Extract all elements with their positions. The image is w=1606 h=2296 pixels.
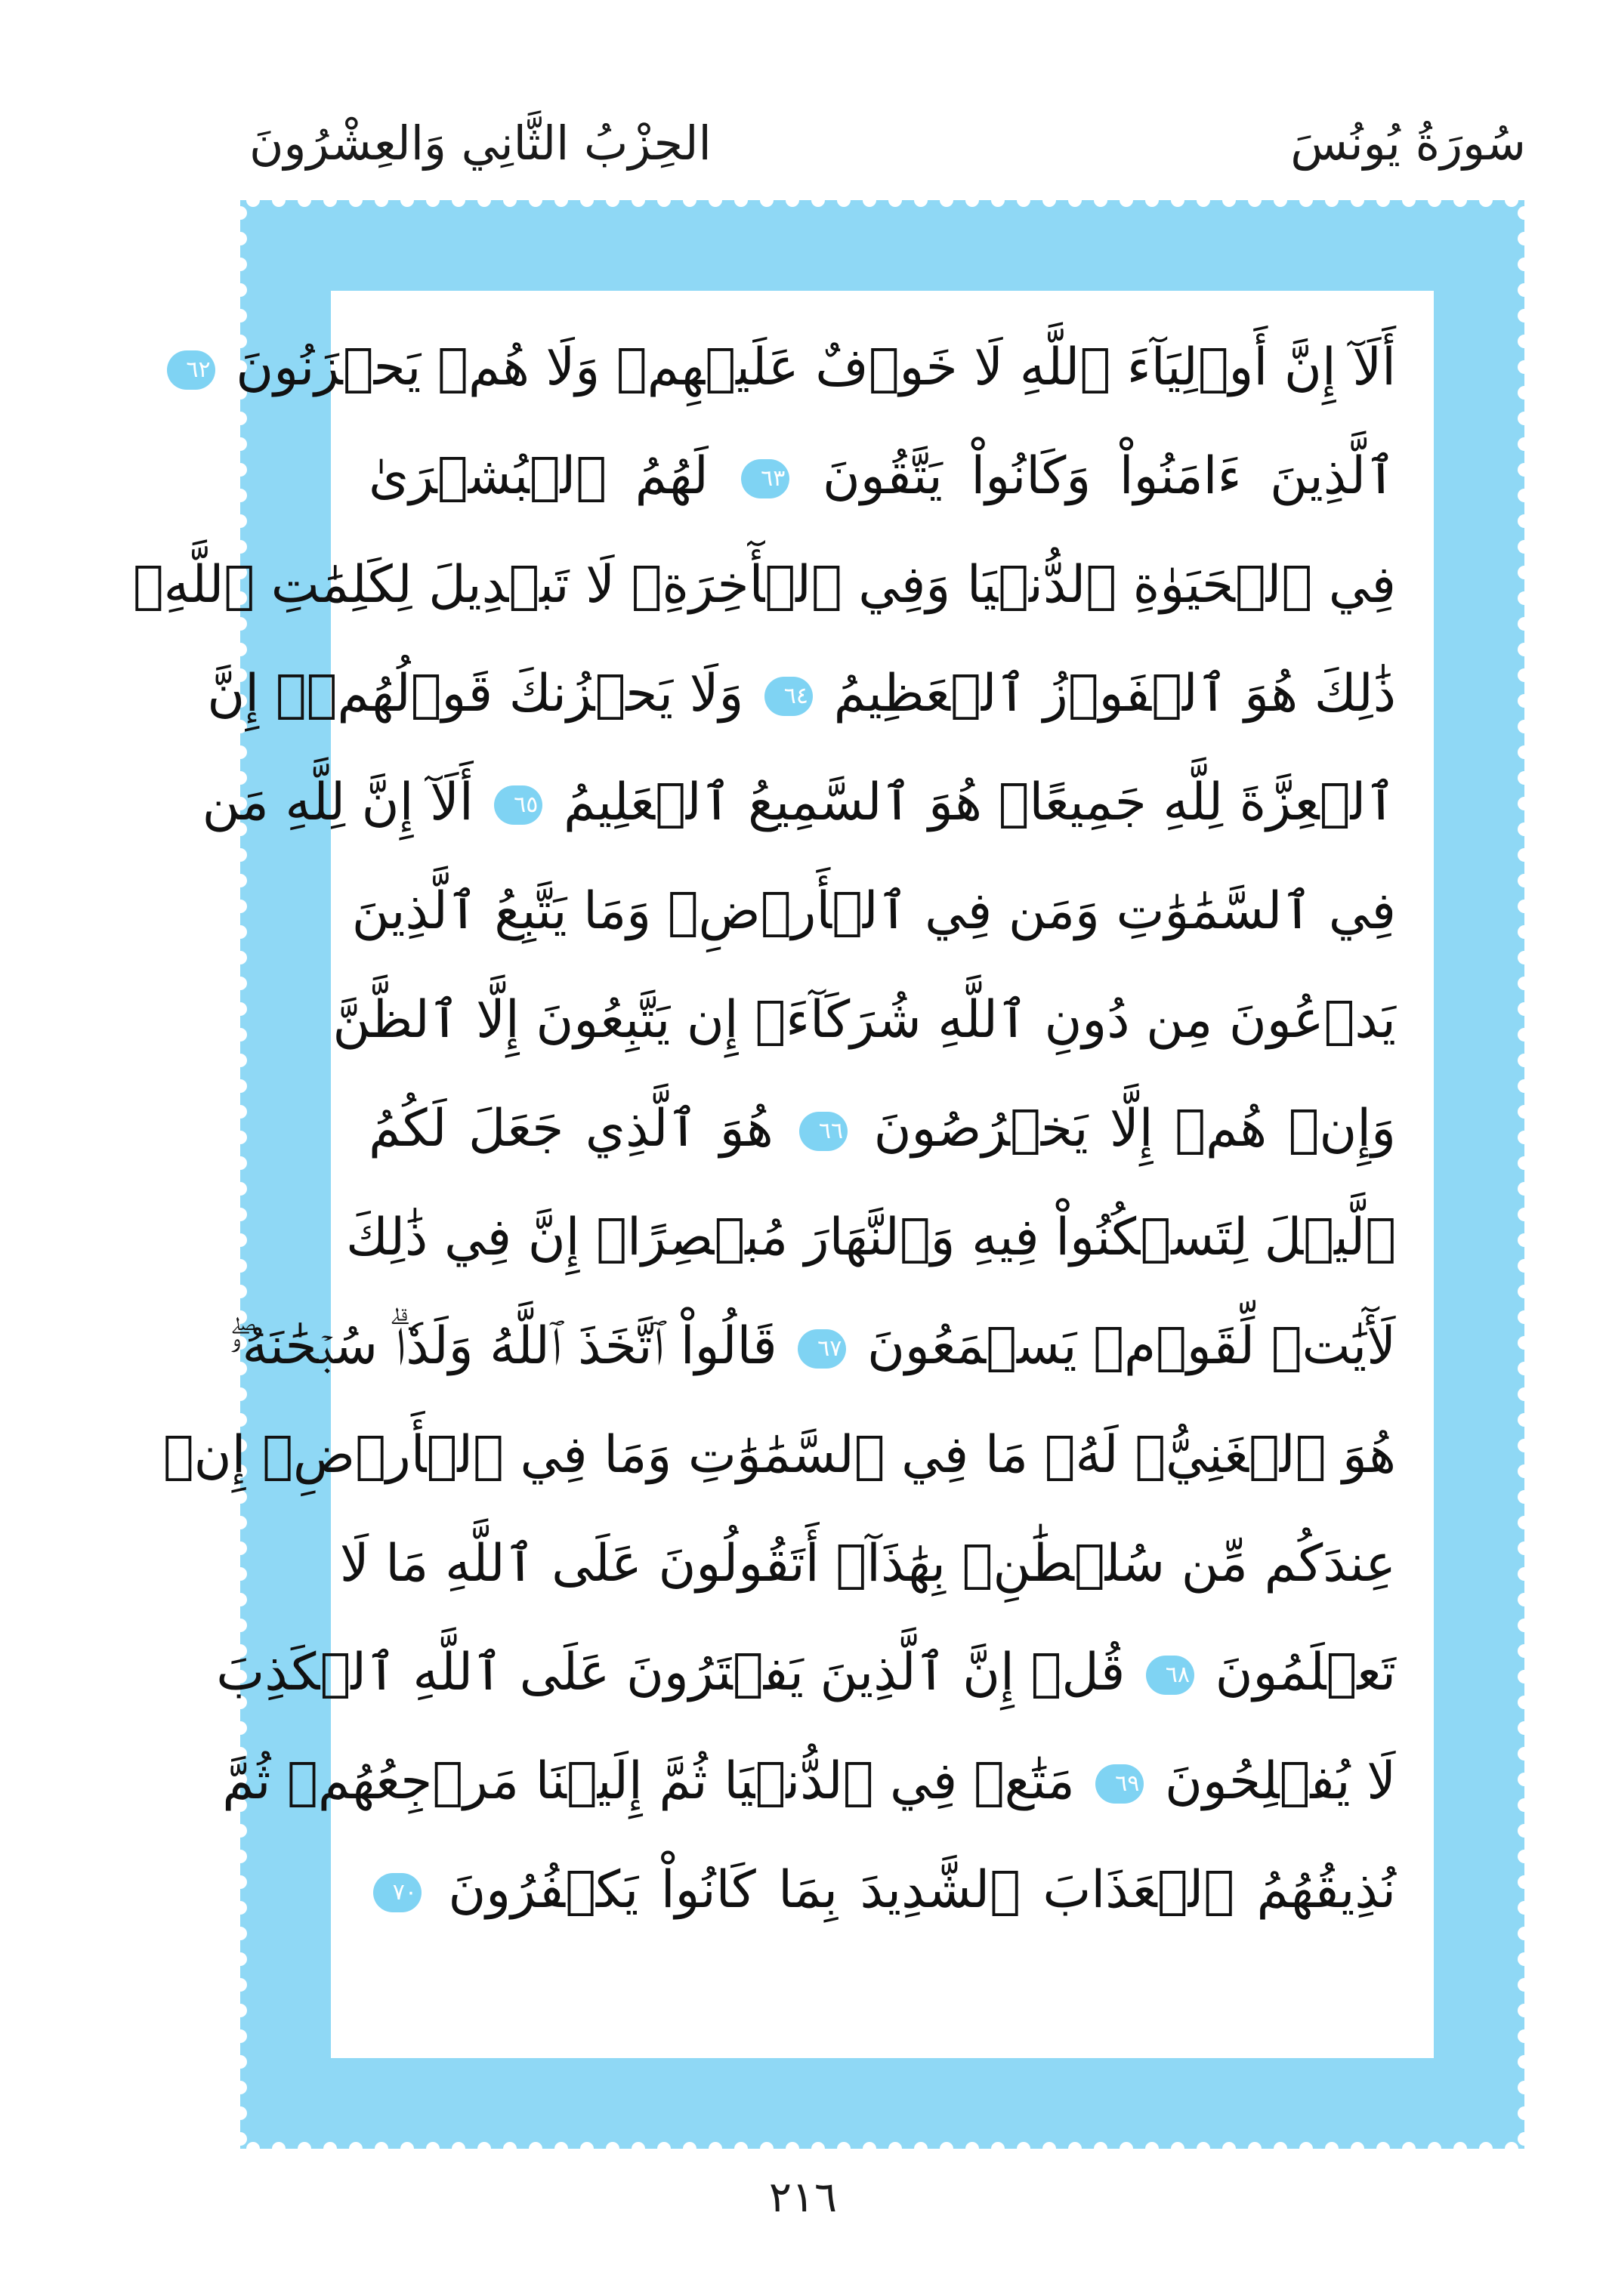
verse-text: نُذِيقُهُمُ ٱلۡعَذَابَ ٱلشَّدِيدَ بِمَا كَانُواْ يَكۡفُرُونَ — [426, 1860, 1396, 1920]
verse-text: هُوَ ٱلَّذِي جَعَلَ لَكُمُ — [369, 1099, 795, 1159]
verse-text: هُوَ ٱلۡغَنِيُّۖ لَهُۥ مَا فِي ٱلسَّمَٰوَٰتِ وَمَا فِي ٱلۡأَرۡضِۚ إِنۡ — [162, 1425, 1396, 1485]
page-number: ٢١٦ — [768, 2173, 838, 2222]
verse-line — [162, 1401, 1396, 1510]
ayah-number-marker: ٦٦ — [799, 1112, 848, 1151]
verse-text: ٱلۡعِزَّةَ لِلَّهِ جَمِيعًاۚ هُوَ ٱلسَّمِيعُ ٱلۡعَلِيمُ — [547, 773, 1396, 832]
page-header — [249, 110, 1526, 177]
verse-line — [132, 531, 1396, 640]
verse-line — [369, 1836, 1396, 1945]
ayah-number-marker: ٧٠ — [373, 1873, 422, 1912]
surah-title: سُورَةُ يُونُسَ — [1290, 116, 1526, 171]
verse-line — [332, 966, 1396, 1075]
verse-text: فِي ٱلۡحَيَوٰةِ ٱلدُّنۡيَا وَفِي ٱلۡأٓخِرَةِۚ لَا تَبۡدِيلَ لِكَلِمَٰتِ ٱللَّهِۚ — [132, 555, 1396, 615]
ayah-number-marker: ٦٤ — [764, 677, 813, 716]
verse-line — [207, 640, 1396, 748]
verse-line — [216, 1619, 1396, 1727]
verse-text: أَلَآ إِنَّ أَوۡلِيَآءَ ٱللَّهِ لَا خَوۡفٌ عَلَيۡهِمۡ وَلَا هُمۡ يَحۡزَنُونَ — [219, 338, 1396, 397]
verse-text: وَلَا يَحۡزُنكَ قَوۡلُهُمۡۘ إِنَّ — [207, 664, 760, 724]
verse-text: ٱلَّذِينَ ءَامَنُواْ وَكَانُواْ يَتَّقُونَ — [794, 446, 1396, 506]
verse-text: مَتَٰعٞ فِي ٱلدُّنۡيَا ثُمَّ إِلَيۡنَا مَرۡجِعُهُمۡ ثُمَّ — [222, 1751, 1092, 1811]
verse-line — [229, 1292, 1396, 1401]
verse-line — [339, 1510, 1396, 1619]
verse-text: قَالُواْ ٱتَّخَذَ ٱللَّهُ وَلَدٗاۗ سُبۡحَٰنَهُۥۖ — [229, 1316, 794, 1376]
ayah-number-marker: ٦٧ — [798, 1329, 846, 1369]
ayah-number-marker: ٦٣ — [741, 459, 789, 498]
verse-text: ذَٰلِكَ هُوَ ٱلۡفَوۡزُ ٱلۡعَظِيمُ — [817, 664, 1396, 724]
verse-line — [346, 1183, 1396, 1292]
verse-text: وَإِنۡ هُمۡ إِلَّا يَخۡرُصُونَ — [852, 1099, 1396, 1159]
ayah-number-marker: ٦٩ — [1095, 1764, 1144, 1804]
hizb-title: الحِزْبُ الثَّانِي وَالعِشْرُونَ — [249, 116, 712, 171]
verse-line — [351, 857, 1396, 966]
verse-text: قُلۡ إِنَّ ٱلَّذِينَ يَفۡتَرُونَ عَلَى ٱللَّهِ ٱلۡكَذِبَ — [216, 1643, 1141, 1702]
verse-text: أَلَآ إِنَّ لِلَّهِ مَن — [202, 773, 490, 832]
verse-line — [222, 1727, 1396, 1836]
verse-line — [186, 313, 1396, 422]
ayah-number-marker: ٦٥ — [494, 785, 542, 825]
verse-text: ٱلَّيۡلَ لِتَسۡكُنُواْ فِيهِ وَٱلنَّهَارَ مُبۡصِرًاۚ إِنَّ فِي ذَٰلِكَ — [346, 1208, 1396, 1267]
verse-text: لَأٓيَٰتٖ لِّقَوۡمٖ يَسۡمَعُونَ — [851, 1316, 1396, 1376]
ayah-number-marker: ٦٢ — [167, 350, 215, 390]
verse-text: عِندَكُم مِّن سُلۡطَٰنِۭ بِهَٰذَآۚ أَتَقُولُونَ عَلَى ٱللَّهِ مَا لَا — [339, 1534, 1396, 1594]
verse-line — [369, 1075, 1396, 1183]
verse-text: لَا يُفۡلِحُونَ — [1148, 1751, 1396, 1811]
quran-text-panel — [132, 291, 1434, 2058]
verse-text: يَدۡعُونَ مِن دُونِ ٱللَّهِ شُرَكَآءَۚ إِن يَتَّبِعُونَ إِلَّا ٱلظَّنَّ — [332, 990, 1396, 1050]
verse-text: لَهُمُ ٱلۡبُشۡرَىٰ — [369, 446, 737, 506]
verse-text: فِي ٱلسَّمَٰوَٰتِ وَمَن فِي ٱلۡأَرۡضِۗ وَمَا يَتَّبِعُ ٱلَّذِينَ — [351, 881, 1396, 941]
ayah-number-marker: ٦٨ — [1146, 1656, 1194, 1695]
decorative-frame — [132, 200, 1524, 2149]
verse-text: تَعۡلَمُونَ — [1198, 1643, 1396, 1702]
verse-line — [369, 422, 1396, 531]
verse-line — [202, 748, 1396, 857]
